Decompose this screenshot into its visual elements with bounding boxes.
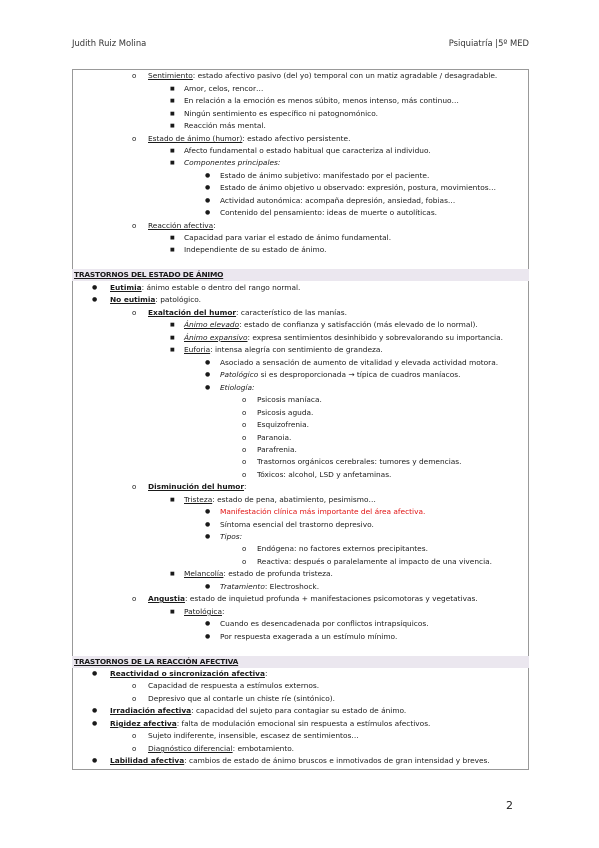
list-item-text xyxy=(148,481,247,493)
bullet-icon: ■ xyxy=(170,98,175,104)
list-item-text xyxy=(148,220,216,232)
bullet-icon: ■ xyxy=(170,347,175,353)
text-run: si es desproporcionada → típica de cuadros maníacos. xyxy=(258,370,461,379)
list-item-text xyxy=(220,531,242,543)
bullet-icon: ● xyxy=(205,209,211,216)
list-item-text xyxy=(220,382,255,394)
bullet-icon: ● xyxy=(92,296,98,303)
text-run: Exaltación del humor xyxy=(148,308,237,317)
list-item-text xyxy=(220,506,425,518)
list-item-text xyxy=(257,469,391,481)
text-run: Amor, celos, rencor… xyxy=(184,84,264,93)
list-item-text xyxy=(184,606,225,618)
list-item xyxy=(72,444,529,456)
text-run: Ningún sentimiento es específico ni patognomónico. xyxy=(184,109,378,118)
text-run: En relación a la emoción es menos súbito, menos intenso, más continuo… xyxy=(184,96,459,105)
list-item-text xyxy=(110,705,406,717)
bullet-icon: ■ xyxy=(170,497,175,503)
text-run: : ánimo estable o dentro del rango normal. xyxy=(141,283,301,292)
text-run: Tipos xyxy=(220,532,240,541)
list-item xyxy=(72,332,529,344)
bullet-icon: ● xyxy=(205,359,211,366)
list-item-text xyxy=(220,581,319,593)
text-run: Patológica xyxy=(184,607,222,616)
list-item xyxy=(72,382,529,394)
list-item xyxy=(72,294,529,306)
list-item-text xyxy=(184,157,280,169)
text-run: Tratamiento xyxy=(220,582,265,591)
text-run: Asociado a sensación de aumento de vitalidad y elevada actividad motora. xyxy=(220,358,499,367)
bullet-icon: ● xyxy=(205,533,211,540)
text-run: Reacción afectiva xyxy=(148,221,214,230)
text-run: : falta de modulación emocional sin respuesta a estímulos afectivos. xyxy=(176,719,431,728)
list-item xyxy=(72,556,529,568)
bullet-icon: o xyxy=(132,682,137,690)
list-item xyxy=(72,743,529,755)
bullet-icon: ● xyxy=(92,757,98,764)
list-item-text xyxy=(110,282,300,294)
list-item-text xyxy=(148,730,359,742)
text-run: Psicosis aguda. xyxy=(257,408,314,417)
bullet-icon: ■ xyxy=(170,148,175,154)
bullet-icon: o xyxy=(132,595,137,603)
bullet-icon: ■ xyxy=(170,160,175,166)
list-item-text xyxy=(184,108,378,120)
text-run: Contenido del pensamiento: ideas de muerte o autolíticas. xyxy=(220,208,438,217)
header-subject: Psiquiatría |5º MED xyxy=(448,38,529,48)
list-item xyxy=(72,83,529,95)
text-run: : expresa sentimientos desinhibido y sobrevalorando su importancia. xyxy=(247,333,503,342)
text-run: : característico de las manías. xyxy=(236,308,347,317)
list-item xyxy=(72,108,529,120)
list-item xyxy=(72,394,529,406)
list-item-text xyxy=(184,494,376,506)
bullet-icon: ■ xyxy=(170,86,175,92)
bullet-icon: o xyxy=(132,483,137,491)
list-item xyxy=(72,70,529,82)
text-run: Irradiación afectiva xyxy=(110,706,192,715)
bullet-icon: ● xyxy=(92,720,98,727)
list-item xyxy=(72,494,529,506)
list-item-text xyxy=(148,743,294,755)
bullet-icon: o xyxy=(242,558,247,566)
text-run: Trastornos orgánicos cerebrales: tumores y demencias. xyxy=(257,457,462,466)
list-item xyxy=(72,456,529,468)
bullet-icon: ● xyxy=(205,508,211,515)
bullet-icon: ■ xyxy=(170,235,175,241)
text-run: Euforia xyxy=(184,345,211,354)
text-run: Ánimo expansivo xyxy=(184,333,248,342)
text-run: Actividad autonómica: acompaña depresión, ansiedad, fobias… xyxy=(220,196,456,205)
text-run: Psicosis maníaca. xyxy=(257,395,322,404)
section-heading-text: TRASTORNOS DE LA REACCIÓN AFECTIVA xyxy=(74,657,239,666)
bullet-icon: o xyxy=(132,695,137,703)
list-item xyxy=(72,581,529,593)
text-run: Rigidez afectiva xyxy=(110,719,177,728)
text-run: : cambios de estado de ánimo bruscos e inmotivados de gran intensidad y breves. xyxy=(184,756,490,765)
bullet-icon: ■ xyxy=(170,322,175,328)
list-item xyxy=(72,220,529,232)
list-item-text xyxy=(220,631,397,643)
bullet-icon: ■ xyxy=(170,123,175,129)
bullet-icon: ● xyxy=(205,620,211,627)
text-run: : xyxy=(277,158,281,167)
list-item xyxy=(72,593,529,605)
list-item xyxy=(72,307,529,319)
list-item-text xyxy=(184,319,478,331)
bullet-icon: o xyxy=(132,72,137,80)
list-item xyxy=(72,730,529,742)
list-item xyxy=(72,145,529,157)
list-item-text xyxy=(148,70,497,82)
text-run: : estado de confianza y satisfacción (más elevado de lo normal). xyxy=(239,320,478,329)
list-item xyxy=(72,195,529,207)
bullet-icon: ● xyxy=(205,172,211,179)
list-item xyxy=(72,407,529,419)
list-item xyxy=(72,705,529,717)
text-run: Componentes principales xyxy=(184,158,278,167)
list-item xyxy=(72,182,529,194)
list-item-text xyxy=(257,556,492,568)
text-run: Angustia xyxy=(148,594,185,603)
page-number: 2 xyxy=(506,799,513,812)
bullet-icon: o xyxy=(242,458,247,466)
text-run: : estado de profunda tristeza. xyxy=(223,569,333,578)
bullet-icon: o xyxy=(242,409,247,417)
list-item xyxy=(72,207,529,219)
list-item xyxy=(72,232,529,244)
text-run: : intensa alegría con sentimiento de grandeza. xyxy=(210,345,383,354)
list-item xyxy=(72,170,529,182)
text-run: Tóxicos: alcohol, LSD y anfetaminas. xyxy=(257,470,392,479)
list-item-text xyxy=(257,432,291,444)
bullet-icon: ■ xyxy=(170,609,175,615)
list-item-text xyxy=(148,133,350,145)
text-run: Por respuesta exagerada a un estímulo mínimo. xyxy=(220,632,398,641)
list-item-text xyxy=(110,755,490,767)
text-run: Capacidad para variar el estado de ánimo fundamental. xyxy=(184,233,392,242)
bullet-icon: ■ xyxy=(170,247,175,253)
list-item-text xyxy=(110,668,267,680)
text-run: Cuando es desencadenada por conflictos intrapsíquicos. xyxy=(220,619,429,628)
bullet-icon: ● xyxy=(205,184,211,191)
bullet-icon: o xyxy=(242,396,247,404)
bullet-icon: o xyxy=(132,309,137,317)
text-run: Endógena: no factores externos precipitantes. xyxy=(257,544,428,553)
text-run: Depresivo que al contarle un chiste ríe (sintónico). xyxy=(148,694,335,703)
text-run: Estado de ánimo (humor) xyxy=(148,134,243,143)
text-run: : xyxy=(244,482,247,491)
bullet-icon: o xyxy=(132,135,137,143)
bullet-icon: ■ xyxy=(170,335,175,341)
list-item-text xyxy=(148,680,319,692)
list-item xyxy=(72,481,529,493)
text-run: : embotamiento. xyxy=(232,744,294,753)
list-item-text xyxy=(220,195,455,207)
text-run: Eutimia xyxy=(110,283,142,292)
list-item-text xyxy=(184,120,266,132)
text-run: Sentimiento xyxy=(148,71,193,80)
bullet-icon: ● xyxy=(205,633,211,640)
text-run: : estado de pena, abatimiento, pesimismo… xyxy=(212,495,376,504)
list-item xyxy=(72,282,529,294)
text-run: : estado afectivo persistente. xyxy=(242,134,351,143)
list-item xyxy=(72,531,529,543)
list-item-text xyxy=(184,568,333,580)
list-item xyxy=(72,680,529,692)
list-item xyxy=(72,693,529,705)
text-run: Diagnóstico diferencial xyxy=(148,744,233,753)
bullet-icon: o xyxy=(132,732,137,740)
list-item xyxy=(72,543,529,555)
text-run: Capacidad de respuesta a estímulos externos. xyxy=(148,681,320,690)
text-run: : estado afectivo pasivo (del yo) temporal con un matiz agradable / desagradable. xyxy=(192,71,498,80)
text-run: Paranoia. xyxy=(257,433,292,442)
bullet-icon: o xyxy=(242,434,247,442)
list-item xyxy=(72,319,529,331)
header-author: Judith Ruiz Molina xyxy=(72,38,147,48)
text-run: : estado de inquietud profunda + manifestaciones psicomotoras y vegetativas. xyxy=(185,594,478,603)
list-item xyxy=(72,755,529,767)
section-heading xyxy=(72,269,529,281)
list-item-text xyxy=(220,357,498,369)
list-item xyxy=(72,432,529,444)
list-item xyxy=(72,618,529,630)
list-item-text xyxy=(257,407,313,419)
text-run: Manifestación clínica más importante del área afectiva. xyxy=(220,507,426,516)
list-item xyxy=(72,718,529,730)
text-run: Disminución del humor xyxy=(148,482,245,491)
section-heading-text: TRASTORNOS DEL ESTADO DE ÁNIMO xyxy=(74,270,224,279)
list-item-text xyxy=(257,444,297,456)
list-item-text xyxy=(257,419,309,431)
list-item-text xyxy=(220,369,460,381)
list-item-text xyxy=(257,543,428,555)
list-item-text xyxy=(148,693,335,705)
list-item-text xyxy=(148,593,478,605)
text-run: Reacción más mental. xyxy=(184,121,266,130)
text-run: No eutimia xyxy=(110,295,156,304)
bullet-icon: ● xyxy=(92,707,98,714)
list-item xyxy=(72,344,529,356)
text-run: : xyxy=(239,532,243,541)
text-run: Patológico xyxy=(220,370,259,379)
list-item xyxy=(72,133,529,145)
list-item-text xyxy=(220,207,437,219)
bullet-icon: o xyxy=(132,222,137,230)
list-item-text xyxy=(220,170,429,182)
text-run: Etiología xyxy=(220,383,252,392)
text-run: : Electroshock. xyxy=(264,582,320,591)
bullet-icon: ● xyxy=(205,521,211,528)
text-run: Parafrenia. xyxy=(257,445,297,454)
list-item xyxy=(72,357,529,369)
text-run: Sujeto indiferente, insensible, escasez de sentimientos… xyxy=(148,731,359,740)
text-run: Estado de ánimo objetivo u observado: expresión, postura, movimientos… xyxy=(220,183,496,192)
bullet-icon: o xyxy=(132,745,137,753)
text-run: : xyxy=(213,221,216,230)
bullet-icon: ■ xyxy=(170,571,175,577)
list-item xyxy=(72,519,529,531)
bullet-icon: ● xyxy=(92,670,98,677)
list-item xyxy=(72,244,529,256)
text-run: Esquizofrenia. xyxy=(257,420,309,429)
list-item xyxy=(72,631,529,643)
text-run: Afecto fundamental o estado habitual que caracteriza al individuo. xyxy=(184,146,431,155)
bullet-icon: o xyxy=(242,421,247,429)
bullet-icon: ● xyxy=(205,197,211,204)
bullet-icon: o xyxy=(242,446,247,454)
bullet-icon: o xyxy=(242,471,247,479)
text-run: : xyxy=(264,669,268,678)
list-item-text xyxy=(184,83,263,95)
list-item xyxy=(72,369,529,381)
text-run: : xyxy=(252,383,255,392)
bullet-icon: ● xyxy=(92,284,98,291)
text-run: Reactividad o sincronización afectiva xyxy=(110,669,265,678)
list-item-text xyxy=(184,344,383,356)
list-item xyxy=(72,568,529,580)
list-item-text xyxy=(110,718,430,730)
text-run: Tristeza xyxy=(184,495,213,504)
bullet-icon: o xyxy=(242,545,247,553)
list-item-text xyxy=(184,244,326,256)
list-item-text xyxy=(184,145,431,157)
list-item-text xyxy=(220,519,374,531)
bullet-icon: ● xyxy=(205,384,211,391)
text-run: Labilidad afectiva xyxy=(110,756,185,765)
list-item xyxy=(72,469,529,481)
text-run: : patológico. xyxy=(155,295,202,304)
list-item-text xyxy=(220,182,496,194)
list-item-text xyxy=(220,618,429,630)
text-run: Ánimo elevado xyxy=(184,320,240,329)
list-item xyxy=(72,668,529,680)
text-run: Melancolía xyxy=(184,569,224,578)
bullet-icon: ● xyxy=(205,583,211,590)
text-run: : xyxy=(222,607,225,616)
text-run: : capacidad del sujeto para contagiar su estado de ánimo. xyxy=(191,706,407,715)
page-header xyxy=(72,38,529,54)
list-item xyxy=(72,606,529,618)
list-item-text xyxy=(257,394,322,406)
list-item-text xyxy=(184,95,459,107)
list-item-text xyxy=(257,456,462,468)
list-item xyxy=(72,506,529,518)
text-run: Síntoma esencial del trastorno depresivo. xyxy=(220,520,374,529)
section-heading xyxy=(72,656,529,668)
bullet-icon: ● xyxy=(205,371,211,378)
list-item-text xyxy=(184,232,391,244)
bullet-icon: ■ xyxy=(170,111,175,117)
text-run: Estado de ánimo subjetivo: manifestado por el paciente. xyxy=(220,171,430,180)
text-run: Reactiva: después o paralelamente al impacto de una vivencia. xyxy=(257,557,493,566)
list-item-text xyxy=(184,332,503,344)
list-item-text xyxy=(148,307,347,319)
text-run: Independiente de su estado de ánimo. xyxy=(184,245,327,254)
list-item xyxy=(72,157,529,169)
list-item xyxy=(72,120,529,132)
list-item-text xyxy=(110,294,201,306)
list-item xyxy=(72,419,529,431)
list-item xyxy=(72,95,529,107)
